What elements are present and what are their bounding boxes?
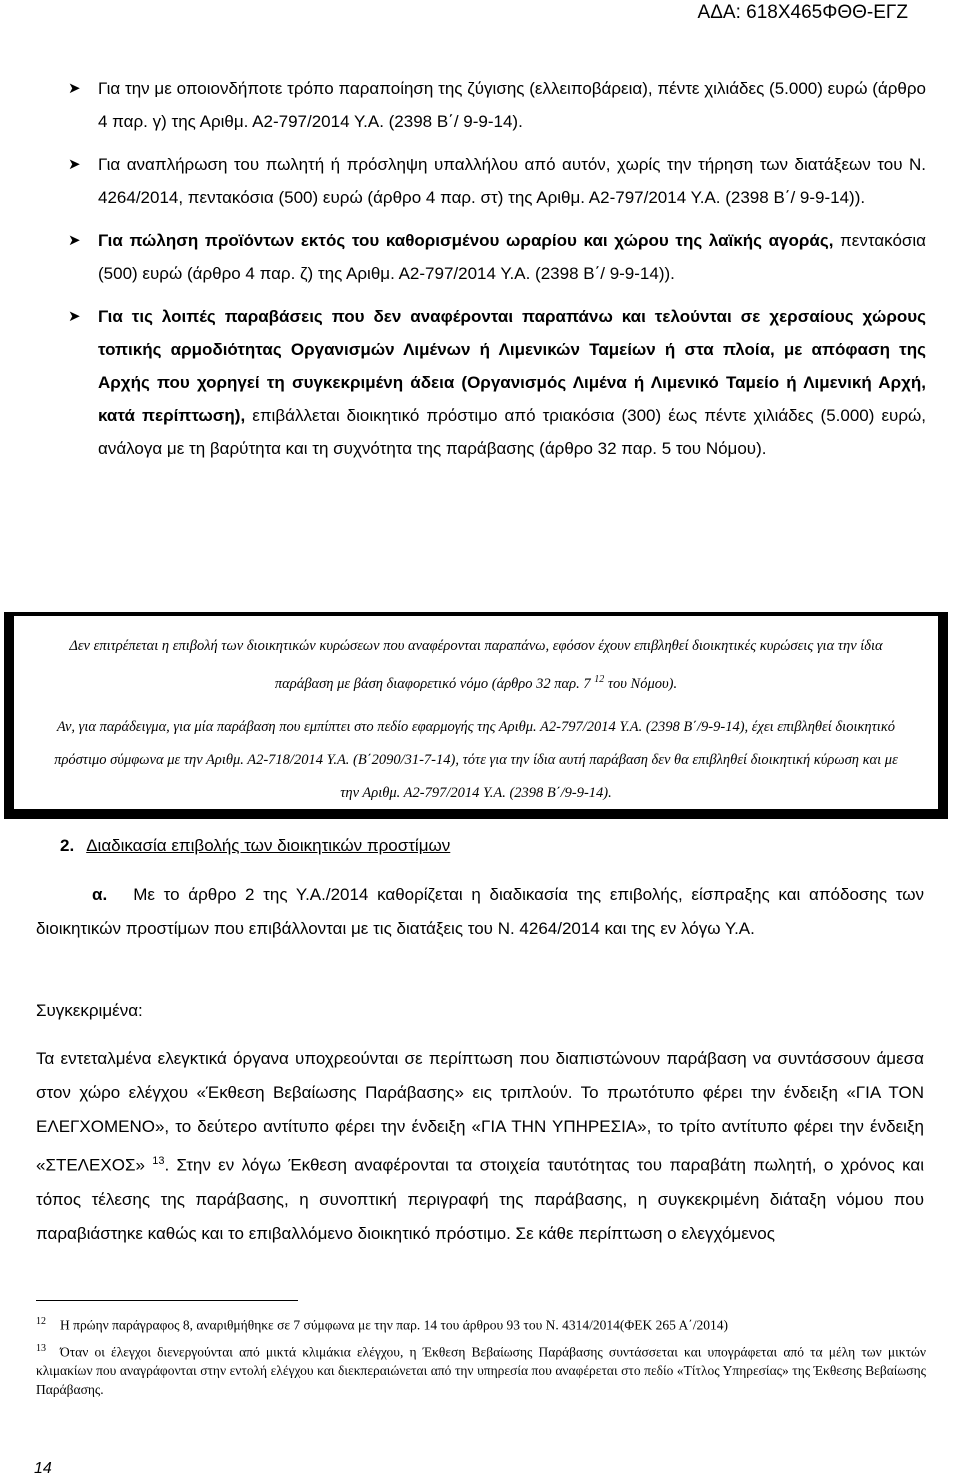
paragraph-main [36, 1042, 924, 1251]
arrow-bullet-icon: ➤ [68, 308, 81, 325]
paragraph-specifically: Συγκεκριμένα: [36, 1001, 143, 1020]
bullet-text: επιβάλλεται διοικητικό πρόστιμο από τριακόσια (300) έως πέντε χιλιάδες (5.000) ευρώ, ανάλογα με τη βαρύτητα και τη συχνότητα της παράβασης (άρθρο 32 παρ. 5 του Νόμου). [98, 406, 926, 458]
footnote-ref-12: 12 [594, 674, 605, 685]
footnote-divider [36, 1300, 298, 1301]
section-title: Διαδικασία επιβολής των διοικητικών προστίμων [86, 836, 451, 855]
paragraph-a [36, 878, 924, 946]
penalty-bullet-list [68, 72, 926, 475]
bullet-text: Για αναπλήρωση του πωλητή ή πρόσληψη υπαλλήλου από αυτόν, χωρίς την τήρηση των διατάξεων του Ν. 4264/2014, πεντακόσια (500) ευρώ (άρθρο 4 παρ. στ) της Αριθμ. Α2-797/2014 Υ.Α. (2398 Β΄/ 9-9-14)). [98, 155, 926, 207]
boxed-p1-tail: του Νόμου). [604, 675, 678, 692]
boxed-paragraph-1 [44, 630, 908, 701]
bullet-bold: Για πώληση προϊόντων εκτός του καθορισμένου ωραρίου και χώρου της λαϊκής αγοράς, [98, 231, 834, 250]
footnote-text: Όταν οι έλεγχοι διενεργούνται από μικτά κλιμάκια ελέγχου, η Έκθεση Βεβαίωσης Παράβασης συντάσσεται και υπογράφεται από τα μέλη των μικτών κλιμακίων που αναγράφονται στην εντολή ελέγχου και διεκπεραιώνεται από την υπηρεσία που αναφέρεται στο πεδίο «Τίτλος Υπηρεσίας» της Έκθεσης Βεβαίωσης Παράβασης. [36, 1344, 926, 1397]
footnote [36, 1312, 926, 1335]
section-number: 2. [60, 836, 75, 855]
paragraph-a-label: α. [92, 885, 108, 904]
page-number: 14 [34, 1460, 52, 1477]
bullet-text: Για την με οποιονδήποτε τρόπο παραποίηση της ζύγισης (ελλειποβάρεια), πέντε χιλιάδες (5.000) ευρώ (άρθρο 4 παρ. γ) της Αριθμ. Α2-797/2014 Υ.Α. (2398 Β΄/ 9-9-14). [98, 79, 926, 131]
bullet-item [68, 148, 926, 214]
paragraph-a-text: Με το άρθρο 2 της Υ.Α./2014 καθορίζεται η διαδικασία της επιβολής, είσπραξης και απόδοσης των διοικητικών προστίμων που επιβάλλονται με τις διατάξεις του Ν. 4264/2014 και της εν λόγω Υ.Α. [36, 885, 924, 938]
arrow-bullet-icon: ➤ [68, 156, 81, 173]
arrow-bullet-icon: ➤ [68, 80, 81, 97]
paragraph-main-text: Τα εντεταλμένα ελεγκτικά όργανα υποχρεούνται σε περίπτωση που διαπιστώνουν παράβαση να συντάσσουν άμεσα στον χώρο ελέγχου «Έκθεση Βεβαίωσης Παράβασης» εις τριπλούν. Το πρωτότυπο φέρει την ένδειξη «ΓΙΑ ΤΟΝ ΕΛΕΓΧΟΜΕΝΟ», το δεύτερο αντίτυπο φέρει την ένδειξη «ΓΙΑ ΤΗΝ ΥΠΗΡΕΣΙΑ», το τρίτο αντίτυπο φέρει την ένδειξη «ΣΤΕΛΕΧΟΣ» [36, 1049, 924, 1175]
bullet-item [68, 72, 926, 138]
footnote-text: Η πρώην παράγραφος 8, αναριθμήθηκε σε 7 σύμφωνα με την παρ. 14 του άρθρου 93 του Ν. 4314/2014(ΦΕΚ 265 Α΄/2014) [60, 1317, 728, 1333]
bullet-text: πεντακόσια (500) ευρώ (άρθρο 4 παρ. ζ) της Αριθμ. Α2-797/2014 Υ.Α. (2398 Β΄/ 9-9-14)). [98, 231, 926, 283]
boxed-note [4, 612, 948, 819]
arrow-bullet-icon: ➤ [68, 232, 81, 249]
footnote-ref-13: 13 [152, 1155, 165, 1167]
footnote-number: 12 [36, 1316, 46, 1327]
section-heading [60, 836, 450, 856]
boxed-paragraph-2: Αν, για παράδειγμα, για μία παράβαση που εμπίπτει στο πεδίο εφαρμογής της Αριθμ. Α2-797/2014 Υ.Α. (2398 Β΄/9-9-14), έχει επιβληθεί διοικητικό πρόστιμο σύμφωνα με την Αριθμ. Α2-718/2014 Υ.Α. (Β΄2090/31-7-14), τότε για την ίδια αυτή παράβαση δεν θα επιβληθεί διοικητική κύρωση και με την Αριθμ. Α2-797/2014 Υ.Α. (2398 Β΄/9-9-14). [54, 718, 898, 801]
paragraph-main-tail: . Στην εν λόγω Έκθεση αναφέρονται τα στοιχεία ταυτότητας του παραβάτη πωλητή, ο χρόνος και τόπος τέλεσης της παράβασης, η συνοπτική περιγραφή της παράβασης, η συγκεκριμένη διάταξη νόμου που παραβιάστηκε καθώς και το επιβαλλόμενο διοικητικό πρόστιμο. Σε κάθε περίπτωση ο ελεγχόμενος [36, 1155, 924, 1243]
footnote-number: 13 [36, 1342, 46, 1354]
boxed-p1-text: Δεν επιτρέπεται η επιβολή των διοικητικών κυρώσεων που αναφέρονται παραπάνω, εφόσον έχουν επιβληθεί διοικητικές κυρώσεις για την ίδια παράβαση με βάση διαφορετικό νόμο (άρθρο 32 παρ. 7 [69, 638, 883, 692]
bullet-item [68, 224, 926, 290]
footnotes [36, 1312, 926, 1403]
footnote [36, 1339, 926, 1400]
bullet-item [68, 300, 926, 465]
ada-code: ΑΔΑ: 618Χ465ΦΘΘ-ΕΓΖ [697, 2, 908, 23]
bullet-bold: Για τις λοιπές παραβάσεις που δεν αναφέρονται παραπάνω και τελούνται σε χερσαίους χώρους τοπικής αρμοδιότητας Οργανισμών Λιμένων ή Λιμενικών Ταμείων ή στα πλοία, με απόφαση της Αρχής που χορηγεί τη συγκεκριμένη άδεια (Οργανισμός Λιμένα ή Λιμενικό Ταμείο ή Λιμενική Αρχή, κατά περίπτωση), [98, 307, 926, 425]
